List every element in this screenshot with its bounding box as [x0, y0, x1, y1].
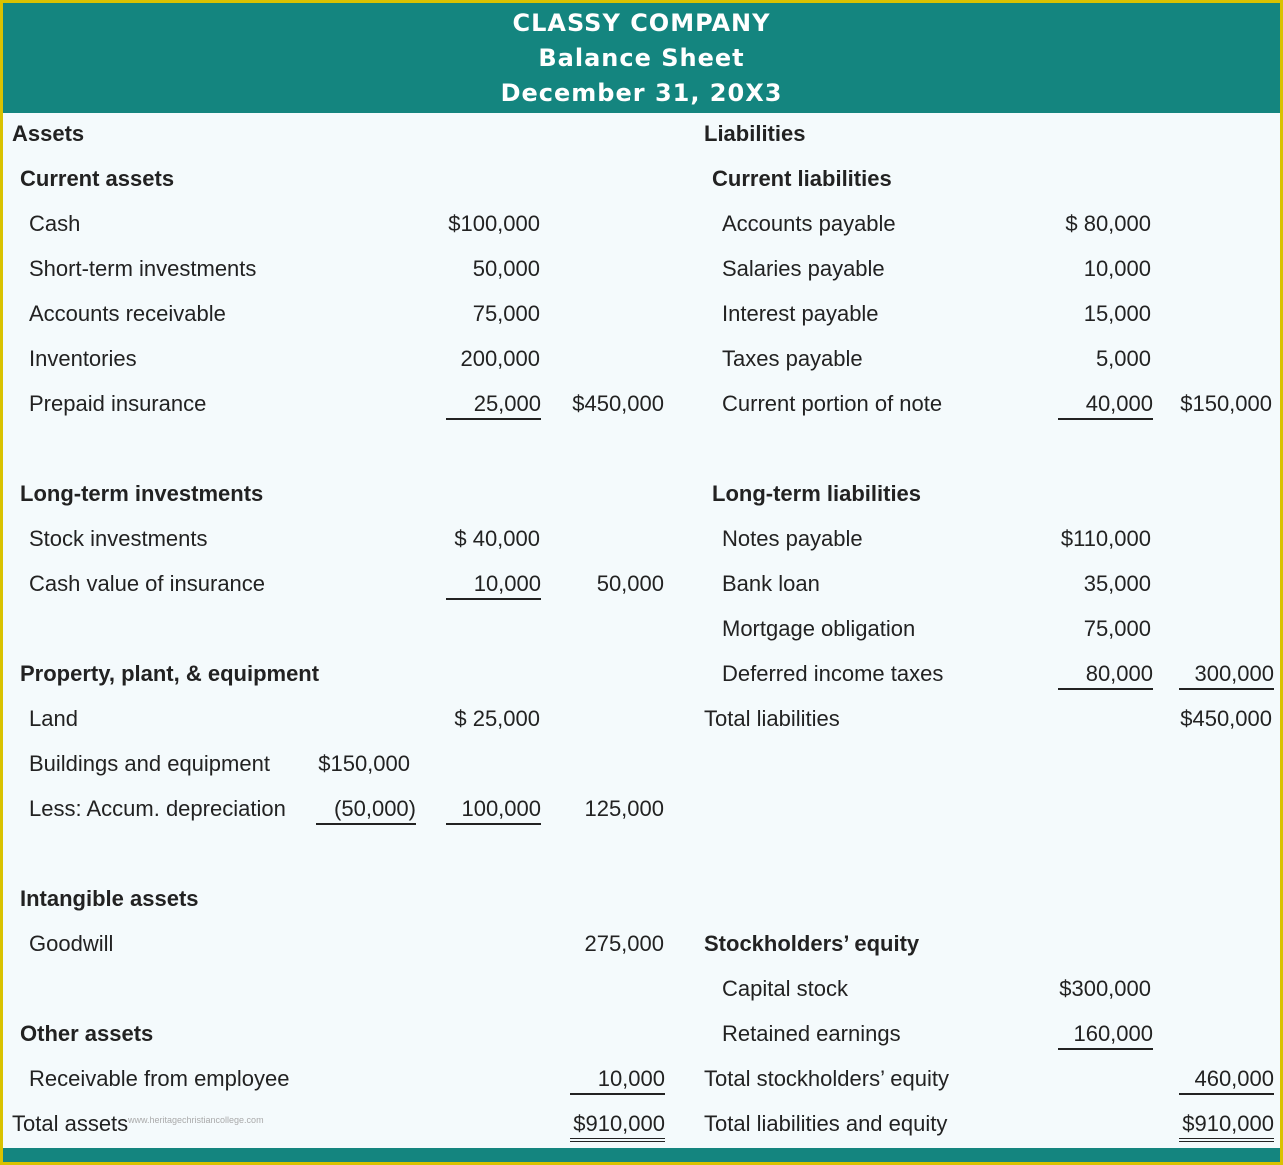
goodwill-label: Goodwill: [29, 931, 114, 956]
buildings-amount: $150,000: [318, 751, 410, 776]
long-term-investments-heading: Long-term investments: [20, 481, 264, 506]
long-term-liabilities-heading: Long-term liabilities: [712, 481, 922, 506]
equity-label: Capital stock: [722, 976, 848, 1001]
liability-amount: 35,000: [1083, 571, 1151, 596]
asset-label: Prepaid insurance: [29, 391, 207, 416]
asset-amount: 50,000: [472, 256, 540, 281]
asset-label: Short-term investments: [29, 256, 257, 281]
watermark: www.heritagechristiancollege.com: [128, 1115, 264, 1125]
asset-label: Cash: [29, 211, 81, 236]
total-assets: $910,000: [570, 1110, 665, 1142]
liability-label: Current portion of note: [722, 391, 943, 416]
asset-amount: 200,000: [460, 346, 540, 371]
net-buildings-amount: 100,000: [446, 795, 541, 825]
liability-amount: 40,000: [1058, 390, 1153, 420]
asset-label: Accounts receivable: [29, 301, 226, 326]
company-name: CLASSY COMPANY: [512, 9, 771, 37]
current-assets-total: $450,000: [572, 391, 664, 416]
equity-heading: Stockholders’ equity: [704, 931, 920, 956]
total-liabilities: $450,000: [1180, 706, 1272, 731]
land-amount: $ 25,000: [454, 706, 540, 731]
liability-label: Salaries payable: [722, 256, 885, 281]
total-equity-label: Total stockholders’ equity: [704, 1066, 949, 1091]
liability-label: Taxes payable: [722, 346, 863, 371]
liability-label: Deferred income taxes: [722, 661, 944, 686]
asset-amount: 75,000: [472, 301, 540, 326]
total-liabilities-equity: $910,000: [1179, 1110, 1274, 1142]
long-term-investments-total: 50,000: [596, 571, 664, 596]
statement-title: Balance Sheet: [538, 44, 745, 72]
liability-amount: $ 80,000: [1065, 211, 1151, 236]
long-term-liabilities-total: 300,000: [1179, 660, 1274, 690]
total-equity: 460,000: [1179, 1065, 1274, 1095]
header-banner: [3, 3, 1280, 113]
liability-label: Interest payable: [722, 301, 879, 326]
liability-label: Notes payable: [722, 526, 863, 551]
footer-bar: [3, 1148, 1280, 1162]
liability-amount: 75,000: [1083, 616, 1151, 641]
asset-amount: $ 40,000: [454, 526, 540, 551]
other-assets-heading: Other assets: [20, 1021, 154, 1046]
equity-label: Retained earnings: [722, 1021, 901, 1046]
land-label: Land: [29, 706, 78, 731]
liabilities-title: Liabilities: [704, 121, 806, 146]
receivable-label: Receivable from employee: [29, 1066, 290, 1091]
liability-label: Accounts payable: [722, 211, 896, 236]
intangible-total: 275,000: [584, 931, 664, 956]
statement-date: December 31, 20X3: [500, 79, 783, 107]
liability-amount: 5,000: [1095, 346, 1151, 371]
asset-amount: 10,000: [446, 570, 541, 600]
equity-amount: 160,000: [1058, 1020, 1153, 1050]
current-liabilities-total: $150,000: [1180, 391, 1272, 416]
assets-title: Assets: [12, 121, 85, 146]
asset-label: Inventories: [29, 346, 137, 371]
asset-amount: $100,000: [448, 211, 540, 236]
equity-amount: $300,000: [1059, 976, 1151, 1001]
ppe-total: 125,000: [584, 796, 664, 821]
liability-amount: 10,000: [1083, 256, 1151, 281]
total-assets-label: Total assets: [12, 1111, 129, 1136]
ppe-heading: Property, plant, & equipment: [20, 661, 320, 686]
intangible-heading: Intangible assets: [20, 886, 199, 911]
total-liabilities-label: Total liabilities: [704, 706, 840, 731]
liability-amount: 15,000: [1083, 301, 1151, 326]
buildings-label: Buildings and equipment: [29, 751, 270, 776]
current-assets-heading: Current assets: [20, 166, 175, 191]
current-liabilities-heading: Current liabilities: [712, 166, 892, 191]
depreciation-label: Less: Accum. depreciation: [29, 796, 286, 821]
depreciation-amount: (50,000): [316, 795, 416, 825]
liability-amount: $110,000: [1060, 526, 1151, 551]
asset-label: Stock investments: [29, 526, 208, 551]
total-liabilities-equity-label: Total liabilities and equity: [704, 1111, 948, 1136]
liability-label: Mortgage obligation: [722, 616, 916, 641]
asset-label: Cash value of insurance: [29, 571, 266, 596]
other-assets-total: 10,000: [570, 1065, 665, 1095]
liability-label: Bank loan: [722, 571, 820, 596]
asset-amount: 25,000: [446, 390, 541, 420]
liability-amount: 80,000: [1058, 660, 1153, 690]
